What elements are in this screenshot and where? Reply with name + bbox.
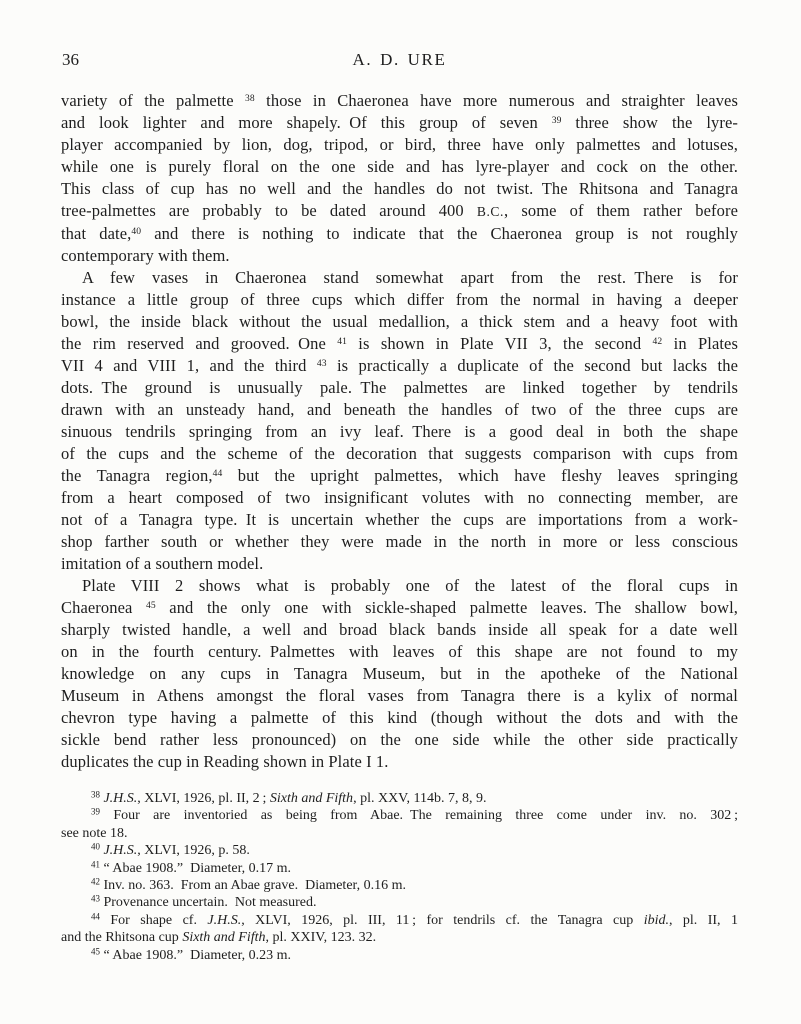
text-run: is shown in Plate VII 3, the second <box>346 334 653 353</box>
text-line <box>61 443 738 465</box>
text-run: and the only one with sickle-shaped palmette leaves. The shallow bowl, <box>155 598 738 617</box>
text-run: of the cups and the scheme of the decoration that suggests comparison with cups from <box>61 444 738 463</box>
text-run: , XLVI, 1926, pl. II, 2 ; <box>137 791 270 806</box>
text-run: is practically a duplicate of the second but lacks the <box>326 356 738 375</box>
italic-text: Sixth and Fifth <box>269 791 354 806</box>
footnote <box>61 807 738 842</box>
text-line <box>61 509 738 531</box>
text-run: sickle bend rather less pronounced) on the one side while the other side practically <box>61 730 738 749</box>
footnote <box>61 877 738 894</box>
footnote-ref: 41 <box>337 335 347 347</box>
text-run: not of a Tanagra type. It is uncertain whether the cups are importations from a work- <box>61 510 738 529</box>
footnote-ref: 40 <box>91 841 100 852</box>
text-run: , pl. II, 1 <box>668 912 738 928</box>
text-line <box>61 421 738 443</box>
text-line <box>61 575 738 597</box>
text-line <box>61 641 738 663</box>
footnote-ref: 44 <box>91 911 100 922</box>
footnote-ref: 38 <box>91 789 100 800</box>
footnote-line <box>61 947 738 964</box>
text-run: imitation of a southern model. <box>61 554 264 573</box>
paragraph <box>61 90 738 267</box>
text-run: , XLVI, 1926, pl. III, 11 ; for tendrils cf. the Tanagra cup <box>241 912 644 928</box>
text-run: , XLVI, 1926, p. 58. <box>137 843 250 859</box>
text-run: Four are inventoried as being from Abae. The remaining three come under inv. no. 302 ; <box>99 808 738 824</box>
text-run: Chaeronea <box>61 598 146 617</box>
text-run: and there is nothing to indicate that the Chaeronea group is not roughly <box>141 224 738 243</box>
text-run: For shape cf. <box>99 912 208 928</box>
footnote-line <box>61 877 738 894</box>
text-run: and the Rhitsona cup <box>61 930 183 946</box>
footnote <box>61 947 738 964</box>
text-line <box>61 178 738 200</box>
text-run: contemporary with them. <box>61 246 230 265</box>
footnote-ref: 43 <box>91 893 100 904</box>
text-run: A few vases in Chaeronea stand somewhat apart from the rest. There is for <box>82 268 738 287</box>
footnote-ref: 39 <box>91 806 100 817</box>
text-run: B.C. <box>476 204 505 219</box>
text-run: dots. The ground is unusually pale. The palmettes are linked together by tendrils <box>61 378 738 397</box>
text-run: “ Abae 1908.” Diameter, 0.17 m. <box>99 860 292 876</box>
text-run: “ Abae 1908.” Diameter, 0.23 m. <box>99 947 292 963</box>
text-line <box>61 531 738 553</box>
footnotes-block <box>61 790 738 964</box>
text-run: duplicates the cup in Reading shown in Plate I 1. <box>61 752 389 771</box>
page-header <box>61 50 738 72</box>
text-run: Plate VIII 2 shows what is probably one of the latest of the floral cups in <box>82 576 738 595</box>
text-run: those in Chaeronea have more numerous and straighter leaves <box>254 91 738 110</box>
text-run: instance a little group of three cups which differ from the normal in having a deeper <box>61 290 738 309</box>
footnote-line <box>61 912 738 929</box>
text-line <box>61 112 738 134</box>
footnote-ref: 45 <box>145 599 156 611</box>
text-line <box>61 377 738 399</box>
italic-text: J.H.S. <box>207 912 242 928</box>
italic-text: Sixth and Fifth <box>182 930 266 946</box>
text-line <box>61 487 738 509</box>
text-line <box>61 289 738 311</box>
text-line <box>61 200 738 223</box>
text-run: sinuous tendrils springing from an ivy leaf. There is a good deal in both the shape <box>61 422 738 441</box>
footnote-ref: 41 <box>91 859 100 870</box>
text-run: , pl. XXIV, 123. 32. <box>265 930 377 946</box>
page-number: 36 <box>62 50 79 69</box>
italic-text: ibid. <box>643 912 669 928</box>
text-line <box>61 134 738 156</box>
text-run: player accompanied by lion, dog, tripod, or bird, three have only palmettes and lotuses, <box>61 135 738 154</box>
text-run: that date, <box>61 224 132 243</box>
footnote-ref: 44 <box>212 467 223 479</box>
text-line <box>61 399 738 421</box>
footnote-ref: 42 <box>652 335 663 347</box>
text-line <box>61 619 738 641</box>
text-run: Inv. no. 363. From an Abae grave. Diameter, 0.16 m. <box>99 878 407 894</box>
footnote-ref: 39 <box>551 114 562 126</box>
text-line <box>61 729 738 751</box>
footnote-line <box>61 842 738 859</box>
footnote <box>61 790 738 807</box>
paragraph <box>61 575 738 773</box>
footnote <box>61 894 738 911</box>
footnote <box>61 860 738 877</box>
text-run: while one is purely floral on the one side and has lyre-player and cock on the other. <box>61 157 738 176</box>
footnote <box>61 842 738 859</box>
text-run: Museum in Athens amongst the floral vases from Tanagra there is a kylix of normal <box>61 686 738 705</box>
text-line <box>61 311 738 333</box>
footnote-line <box>61 860 738 877</box>
text-line <box>61 156 738 178</box>
text-line <box>61 663 738 685</box>
paragraph <box>61 267 738 575</box>
text-line <box>61 751 738 773</box>
footnote-ref: 43 <box>316 357 327 369</box>
footnote-ref: 42 <box>91 876 100 887</box>
text-run: the Tanagra region, <box>61 466 213 485</box>
text-run: variety of the palmette <box>61 91 246 110</box>
footnote-line <box>61 929 738 946</box>
italic-text: J.H.S. <box>103 843 138 859</box>
text-run: see note 18. <box>61 825 128 841</box>
text-run: , pl. XXV, 114b. 7, 8, 9. <box>353 791 487 806</box>
text-run: tree-palmettes are probably to be dated around 400 <box>61 201 477 220</box>
text-run: but the upright palmettes, which have fleshy leaves springing <box>222 466 738 485</box>
text-run: three show the lyre- <box>561 113 738 132</box>
text-run: knowledge on any cups in Tanagra Museum, but in the apotheke of the National <box>61 664 738 683</box>
text-run: drawn with an unsteady hand, and beneath the handles of two of the three cups are <box>61 400 738 419</box>
footnote-line <box>61 790 738 807</box>
footnote-line <box>61 807 738 824</box>
running-head-author: A. D. URE <box>352 50 447 69</box>
text-line <box>61 267 738 289</box>
text-line <box>61 465 738 487</box>
text-run: and look lighter and more shapely. Of this group of seven <box>61 113 552 132</box>
text-run: chevron type having a palmette of this kind (though without the dots and with the <box>61 708 738 727</box>
footnote-ref: 40 <box>131 225 142 237</box>
italic-text: J.H.S. <box>103 791 138 806</box>
text-line <box>61 553 738 575</box>
footnote-ref: 45 <box>91 946 100 957</box>
text-line <box>61 223 738 245</box>
text-run: in Plates <box>662 334 739 353</box>
text-run: bowl, the inside black without the usual medallion, a thick stem and a heavy foot with <box>61 312 738 331</box>
text-line <box>61 245 738 267</box>
footnote-ref: 38 <box>245 92 255 104</box>
footnote-line <box>61 825 738 842</box>
text-line <box>61 333 738 355</box>
text-run: from a heart composed of two insignificant volutes with no connecting member, are <box>61 488 738 507</box>
text-line <box>61 685 738 707</box>
text-run: shop farther south or whether they were made in the north in more or less conscious <box>61 532 738 551</box>
footnote-line <box>61 894 738 911</box>
footnote <box>61 912 738 947</box>
text-run: This class of cup has no well and the handles do not twist. The Rhitsona and Tanagra <box>61 179 738 198</box>
text-run: Provenance uncertain. Not measured. <box>99 895 317 911</box>
text-line <box>61 597 738 619</box>
article-body <box>61 90 738 773</box>
text-run: the rim reserved and grooved. One <box>61 334 338 353</box>
text-run: sharply twisted handle, a well and broad black bands inside all speak for a date well <box>61 620 738 639</box>
text-run: , some of them rather before <box>504 201 738 220</box>
text-line <box>61 355 738 377</box>
text-run: on in the fourth century. Palmettes with leaves of this shape are not found to my <box>61 642 738 661</box>
text-line <box>61 707 738 729</box>
text-run: VII 4 and VIII 1, and the third <box>61 356 317 375</box>
text-line <box>61 90 738 112</box>
